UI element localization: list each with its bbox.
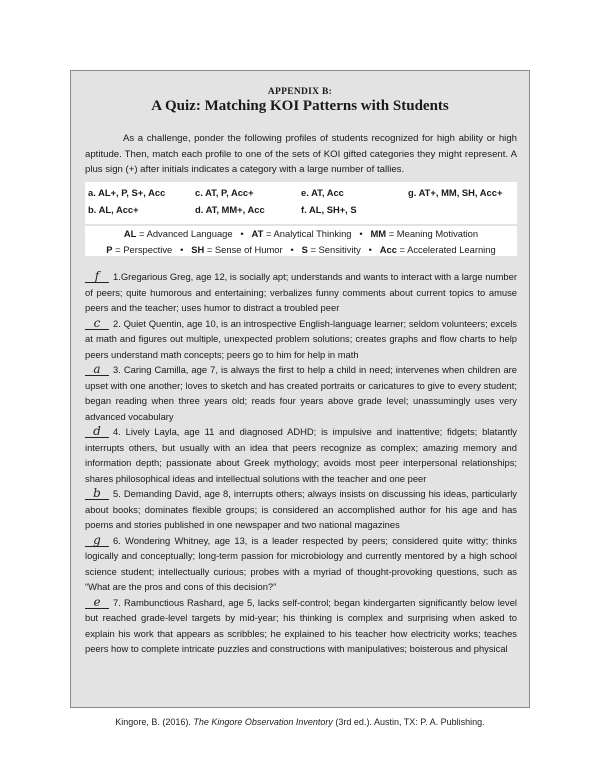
legend-abbr: AL bbox=[123, 228, 137, 239]
student-profiles bbox=[85, 269, 517, 657]
intro-paragraph bbox=[85, 131, 517, 178]
category-option: c. AT, P, Acc+ bbox=[195, 187, 254, 198]
legend-abbr: S bbox=[301, 244, 308, 255]
legend-abbr: Acc bbox=[379, 244, 397, 255]
legend-bullet: • bbox=[359, 228, 363, 239]
answer-blank[interactable]: d bbox=[85, 426, 109, 438]
profile-item bbox=[85, 533, 517, 595]
category-sets-box bbox=[85, 182, 517, 224]
profile-item bbox=[85, 269, 517, 316]
answer-blank[interactable]: g bbox=[85, 535, 109, 547]
legend-bullet: • bbox=[368, 244, 372, 255]
category-legend bbox=[85, 226, 517, 256]
legend-desc: = Advanced Language bbox=[136, 228, 233, 239]
legend-desc: = Meaning Motivation bbox=[386, 228, 479, 239]
answer-blank[interactable]: e bbox=[85, 597, 109, 609]
legend-bullet: • bbox=[240, 228, 244, 239]
profile-item bbox=[85, 316, 517, 363]
category-option: a. AL+, P, S+, Acc bbox=[88, 187, 166, 198]
citation-author: Kingore, B. (2016). bbox=[115, 717, 194, 727]
legend-abbr: SH bbox=[191, 244, 205, 255]
profile-item bbox=[85, 486, 517, 533]
legend-abbr: AT bbox=[251, 228, 264, 239]
citation bbox=[0, 717, 600, 727]
category-option: d. AT, MM+, Acc bbox=[195, 204, 265, 215]
answer-blank[interactable]: c bbox=[85, 318, 109, 330]
legend-abbr: P bbox=[106, 244, 113, 255]
citation-book-title: The Kingore Observation Inventory bbox=[193, 717, 333, 727]
legend-desc: = Analytical Thinking bbox=[263, 228, 352, 239]
category-option: g. AT+, MM, SH, Acc+ bbox=[408, 187, 503, 198]
legend-bullet: • bbox=[290, 244, 294, 255]
profile-text: 5. Demanding David, age 8, interrupts others; always insists on discussing his ideas, particularly about books; dominates flexible groups; is considered an accomplished author for his age and has poems and stories published in one newspaper and two national magazines bbox=[85, 488, 517, 530]
profile-text: 1.Gregarious Greg, age 12, is socially apt; understands and wants to interact with a large number of peers; quite humorous and entertaining; verbalizes funny comments about current topics to amuse peers and the teacher; uses humor to distract a troubled peer bbox=[85, 271, 517, 313]
answer-blank[interactable]: f bbox=[85, 271, 109, 283]
legend-abbr: MM bbox=[370, 228, 387, 239]
legend-row bbox=[85, 226, 517, 242]
legend-bullet: • bbox=[180, 244, 184, 255]
legend-desc: = Perspective bbox=[112, 244, 173, 255]
intro-text: As a challenge, ponder the following profiles of students recognized for high ability or high aptitude. Then, match each profile to one of the sets of KOI gifted categories they might represent. A plus sign (+) after initials indicates a category with a large number of tallies. bbox=[85, 133, 517, 175]
quiz-panel bbox=[70, 70, 530, 708]
profile-item bbox=[85, 595, 517, 657]
profile-item bbox=[85, 362, 517, 424]
legend-desc: = Sense of Humor bbox=[204, 244, 283, 255]
category-option: e. AT, Acc bbox=[301, 187, 344, 198]
legend-row bbox=[85, 242, 517, 258]
answer-blank[interactable]: a bbox=[85, 364, 109, 376]
profile-text: 2. Quiet Quentin, age 10, is an introspective English-language learner; seldom volunteers; excels at math and figures out multiple, unexpected problem solutions; creates graphs and flow charts to help peers understand math concepts; peers go to him for help in math bbox=[85, 317, 517, 360]
appendix-label: APPENDIX B: bbox=[267, 87, 333, 97]
profile-text: 6. Wondering Whitney, age 13, is a leader respected by peers; considered quite witty; thinks logically and conceptually; long-term passion for microbiology and currently mentored by a high school science student; intellectually curious; probes with a myriad of thought-provoking questions, such as “What are the pros and cons of this decision?” bbox=[85, 534, 517, 592]
page-title: A Quiz: Matching KOI Patterns with Students bbox=[151, 98, 449, 114]
profile-text: 3. Caring Camilla, age 7, is always the first to help a child in need; intervenes when children are upset with one another; loves to sketch and has created portraits or caricatures to give to every student; began reading when three years old; reads four years above grade level; unassumingly uses very advanced vocabulary bbox=[85, 364, 517, 422]
citation-publisher: (3rd ed.). Austin, TX: P. A. Publishing. bbox=[332, 717, 485, 727]
legend-desc: = Sensitivity bbox=[307, 244, 361, 255]
category-option: f. AL, SH+, S bbox=[301, 204, 357, 215]
category-option: b. AL, Acc+ bbox=[88, 204, 139, 215]
profile-text: 7. Rambunctious Rashard, age 5, lacks self-control; began kindergarten significantly below level but reached grade-level targets by mid-year; his thinking is complex and surprising when asked to explain his work that appears as scribbles; he explained to his teacher how electricity works; teaches peers how to complete intricate puzzles and constructions with manipulatives; boisterous and physical bbox=[85, 596, 517, 654]
answer-blank[interactable]: b bbox=[85, 488, 109, 500]
profile-item bbox=[85, 424, 517, 486]
profile-text: 4. Lively Layla, age 11 and diagnosed ADHD; is impulsive and inattentive; fidgets; blatantly interrupts others, but usually with an idea that peers recognize as complex; amazing memory and information depth; passionate about Greek mythology; avoids most peer interpersonal relationships; shares philosophical ideas and intellectual solutions with the teacher and one peer bbox=[85, 426, 517, 484]
legend-desc: = Accelerated Learning bbox=[396, 244, 496, 255]
